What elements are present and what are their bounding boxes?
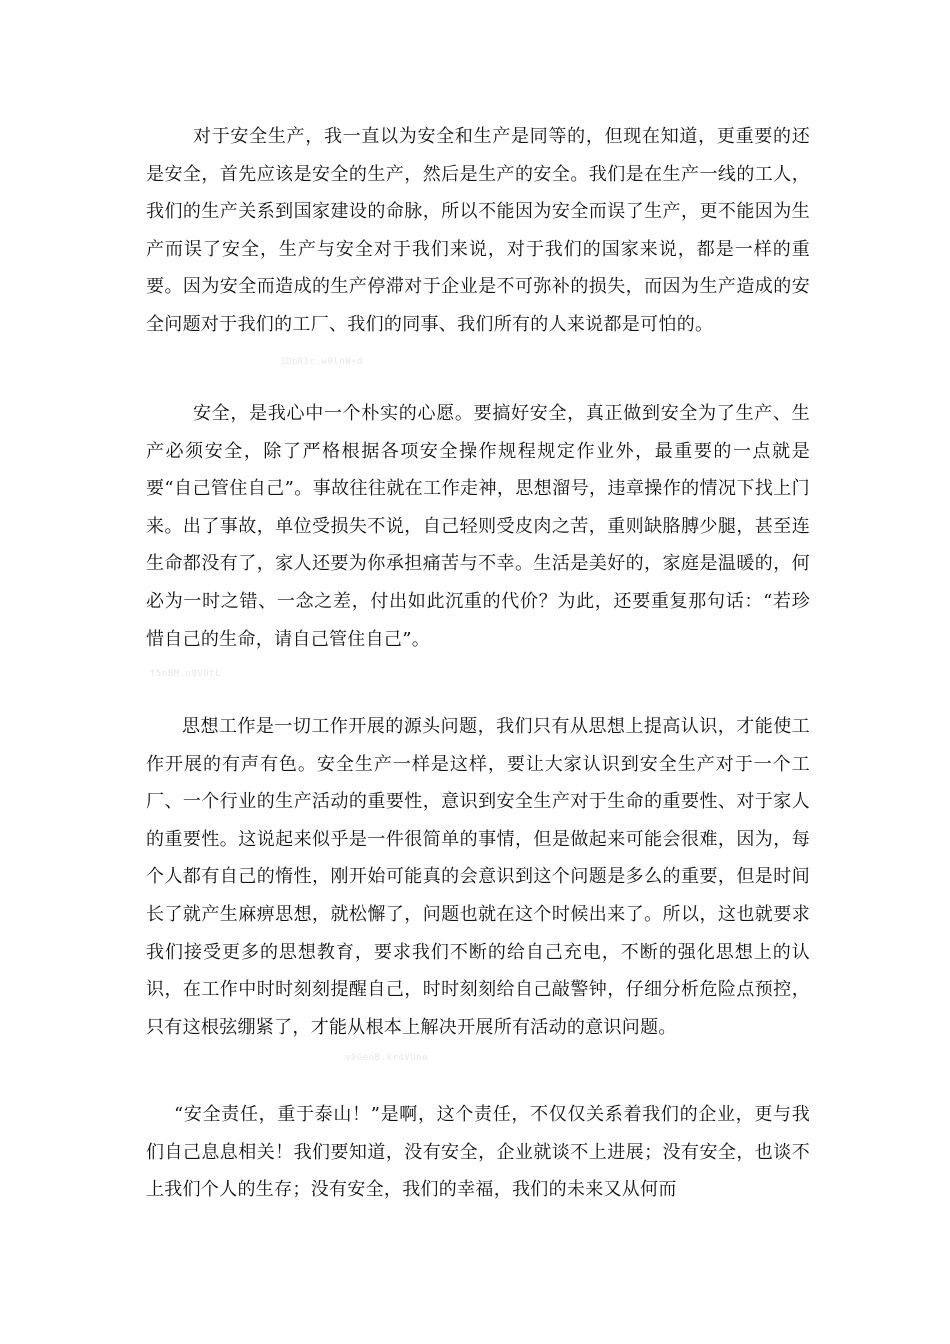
faint-watermark-1: 3DbR1c.w0lnW+d [280,357,363,367]
paragraph-1: 对于安全生产，我一直以为安全和生产是同等的，但现在知道，更重要的还是安全，首先应该是安全的生产，然后是生产的安全。我们是在生产一线的工人，我们的生产关系到国家建设的命脉，所以不能因为安全而误了生产，更不能因为生产而误了安全，生产与安全对于我们来说，对于我们的国家来说，都是一样的重要。因为安全而造成的生产停滞对于企业是不可弥补的损失，而因为生产造成的安全问题对于我们的工厂、我们的同事、我们所有的人来说都是可怕的。 [146,126,810,335]
paragraph-4: “安全责任，重于泰山！”是啊，这个责任，不仅仅关系着我们的企业，更与我们自己息息相关！我们要知道，没有安全，企业就谈不上进展；没有安全，也谈不上我们个人的生存；没有安全，我们的幸福，我们的未来又从何而 [146,1104,810,1201]
faint-watermark-3: v0GeoB.kr4VUne [345,1053,428,1063]
paragraph-2: 安全，是我心中一个朴实的心愿。要搞好安全，真正做到安全为了生产、生产必须安全，除了严格根据各项安全操作规程规定作业外，最重要的一点就是要“自己管住自己”。事故往往就在工作走神，思想溜号，违章操作的情况下找上门来。出了事故，单位受损失不说，自己轻则受皮肉之苦，重则缺胳膊少腿，甚至连生命都没有了，家人还要为你承担痛苦与不幸。生活是美好的，家庭是温暖的，何必为一时之错、一念之差，付出如此沉重的代价？为此，还要重复那句话：“若珍惜自己的生命，请自己管住自己”。 [146,403,810,650]
paragraph-3: 思想工作是一切工作开展的源头问题，我们只有从思想上提高认识，才能使工作开展的有声有色。安全生产一样是这样，要让大家认识到安全生产对于一个工厂、一个行业的生产活动的重要性，意识到安全生产对于生命的重要性、对于家人的重要性。这说起来似乎是一件很简单的事情，但是做起来可能会很难，因为，每个人都有自己的惰性，刚开始可能真的会意识到这个问题是多么的重要，但是时间长了就产生麻痹思想，就松懈了，问题也就在这个时候出来了。所以，这也就要求我们接受更多的思想教育，要求我们不断的给自己充电，不断的强化思想上的认识，在工作中时时刻刻提醒自己，时时刻刻给自己敲警钟，仔细分析危险点预控，只有这根弦绷紧了，才能从根本上解决开展所有活动的意识问题。 [146,716,810,1038]
faint-watermark-2: f5nBM.u9VDtL [150,669,222,679]
